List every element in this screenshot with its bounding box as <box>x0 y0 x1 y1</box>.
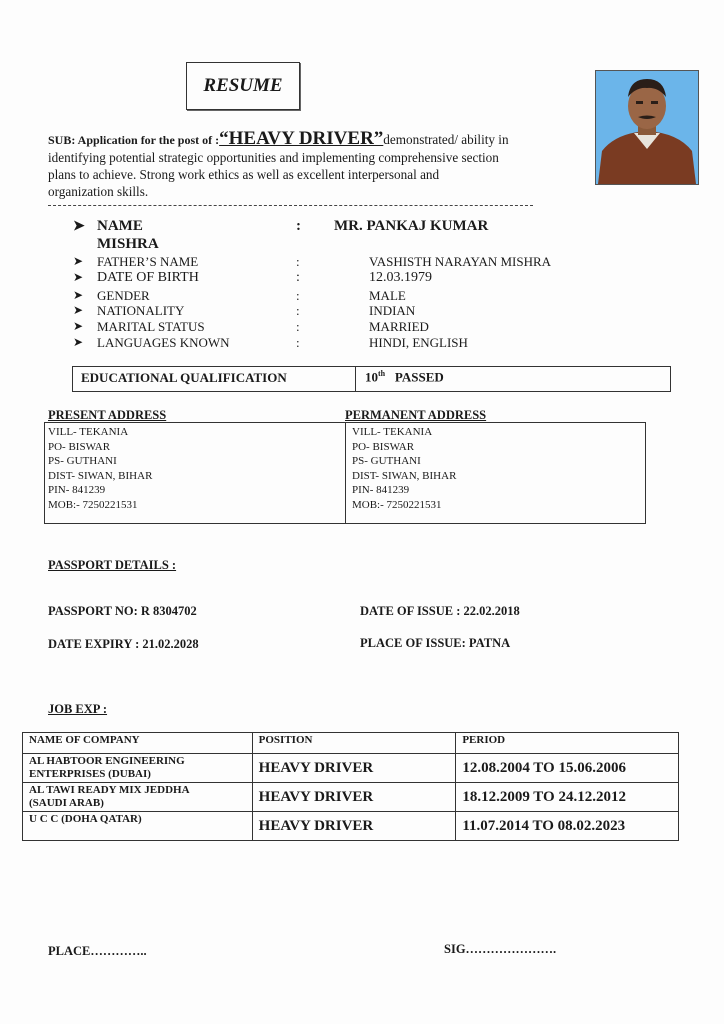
company-cell <box>23 812 253 841</box>
detail-value: VASHISTH NARAYAN MISHRA <box>369 254 552 269</box>
address-table <box>44 422 646 524</box>
table-row <box>23 783 679 812</box>
detail-label: NATIONALITY <box>97 303 185 318</box>
arrow-bullet-icon: ➤ <box>73 288 84 302</box>
detail-value: MALE <box>369 288 406 303</box>
detail-value: MARRIED <box>369 319 429 334</box>
profile-photo <box>595 70 699 185</box>
colon: : <box>296 254 300 269</box>
education-value <box>365 369 444 385</box>
person-portrait-image <box>596 71 698 184</box>
name-label: NAME <box>97 218 143 234</box>
name-value-continued: MISHRA <box>97 236 159 252</box>
education-level-suffix: th <box>378 369 386 378</box>
education-result: PASSED <box>394 369 444 385</box>
detail-label: MARITAL STATUS <box>97 319 205 334</box>
colon: : <box>296 218 301 234</box>
company-name-line: AL HABTOOR ENGINEERING <box>29 755 185 767</box>
company-cell <box>23 754 253 783</box>
job-experience-heading: JOB EXP : <box>48 702 108 716</box>
period-cell: 12.08.2004 TO 15.06.2006 <box>456 754 679 783</box>
passport-number: PASSPORT NO: R 8304702 <box>48 604 197 618</box>
address-line: MOB:- 7250221531 <box>352 498 442 511</box>
address-line: PS- GUTHANI <box>48 455 117 467</box>
arrow-bullet-icon: ➤ <box>73 335 84 349</box>
permanent-address-title: PERMANENT ADDRESS <box>345 408 487 422</box>
subject-line-4: organization skills. <box>48 184 149 199</box>
post-title: “HEAVY DRIVER” <box>219 128 384 149</box>
subject-line1-rest: demonstrated/ ability in <box>383 132 509 147</box>
subject-line-1 <box>48 130 573 149</box>
subject-line-3: plans to achieve. Strong work ethics as well as excellent interpersonal and <box>48 167 440 182</box>
passport-heading: PASSPORT DETAILS : <box>48 558 177 572</box>
present-address <box>48 425 152 512</box>
colon: : <box>296 319 300 334</box>
passport-expiry: DATE EXPIRY : 21.02.2028 <box>48 637 199 651</box>
colon: : <box>296 288 300 303</box>
table-row <box>23 754 679 783</box>
position-cell: HEAVY DRIVER <box>252 812 456 841</box>
passport-issue-place: PLACE OF ISSUE: PATNA <box>360 636 511 650</box>
period-cell: 18.12.2009 TO 24.12.2012 <box>456 783 679 812</box>
permanent-address <box>352 425 456 512</box>
education-level: 10 <box>365 369 378 385</box>
place-field: PLACE………….. <box>48 944 147 958</box>
detail-label: FATHER’S NAME <box>97 254 199 269</box>
arrow-bullet-icon: ➤ <box>73 303 84 317</box>
subject-line-2: identifying potential strategic opportunities and implementing comprehensive section <box>48 150 499 165</box>
address-line: PIN- 841239 <box>352 484 410 496</box>
detail-value: INDIAN <box>369 303 416 318</box>
column-header-period: PERIOD <box>456 733 679 754</box>
period-cell: 11.07.2014 TO 08.02.2023 <box>456 812 679 841</box>
position-cell: HEAVY DRIVER <box>252 754 456 783</box>
company-cell <box>23 783 253 812</box>
address-line: PS- GUTHANI <box>352 455 421 467</box>
section-divider <box>48 205 533 206</box>
detail-label: DATE OF BIRTH <box>97 270 199 285</box>
arrow-bullet-icon: ➤ <box>73 219 85 234</box>
detail-label: GENDER <box>97 288 150 303</box>
address-line: MOB:- 7250221531 <box>48 498 138 511</box>
company-name-line: AL TAWI READY MIX JEDDHA <box>29 784 190 796</box>
colon: : <box>296 270 300 285</box>
detail-label: LANGUAGES KNOWN <box>97 335 230 350</box>
column-header-company: NAME OF COMPANY <box>23 733 253 754</box>
table-row <box>23 812 679 841</box>
arrow-bullet-icon: ➤ <box>73 254 84 268</box>
colon: : <box>296 335 300 350</box>
address-line: PIN- 841239 <box>48 484 106 496</box>
address-line: VILL- TEKANIA <box>48 426 129 438</box>
detail-value: 12.03.1979 <box>369 270 432 285</box>
subject-prefix: SUB: Application for the post of : <box>48 133 220 147</box>
job-experience-table <box>22 732 679 841</box>
education-divider <box>355 367 356 391</box>
colon: : <box>296 303 300 318</box>
name-value: MR. PANKAJ KUMAR <box>334 218 489 234</box>
address-line: DIST- SIWAN, BIHAR <box>352 469 457 482</box>
arrow-bullet-icon: ➤ <box>73 319 84 333</box>
arrow-bullet-icon: ➤ <box>73 270 84 284</box>
position-cell: HEAVY DRIVER <box>252 783 456 812</box>
company-name-line: (SAUDI ARAB) <box>29 797 104 809</box>
table-header-row <box>23 733 679 754</box>
education-label: EDUCATIONAL QUALIFICATION <box>81 370 287 385</box>
address-divider <box>345 423 346 523</box>
address-line: PO- BISWAR <box>352 440 415 453</box>
address-line: DIST- SIWAN, BIHAR <box>48 469 153 482</box>
passport-issue-date: DATE OF ISSUE : 22.02.2018 <box>360 604 520 618</box>
detail-value: HINDI, ENGLISH <box>369 335 468 350</box>
company-name-line: U C C (DOHA QATAR) <box>29 813 142 825</box>
present-address-title: PRESENT ADDRESS <box>48 408 167 422</box>
column-header-position: POSITION <box>252 733 456 754</box>
company-name-line: ENTERPRISES (DUBAI) <box>29 768 151 780</box>
resume-title: RESUME <box>186 62 300 110</box>
address-line: VILL- TEKANIA <box>352 426 433 438</box>
application-subject <box>48 130 573 200</box>
education-box <box>72 366 671 392</box>
address-line: PO- BISWAR <box>48 440 111 453</box>
signature-field: SIG…………………. <box>444 942 557 956</box>
